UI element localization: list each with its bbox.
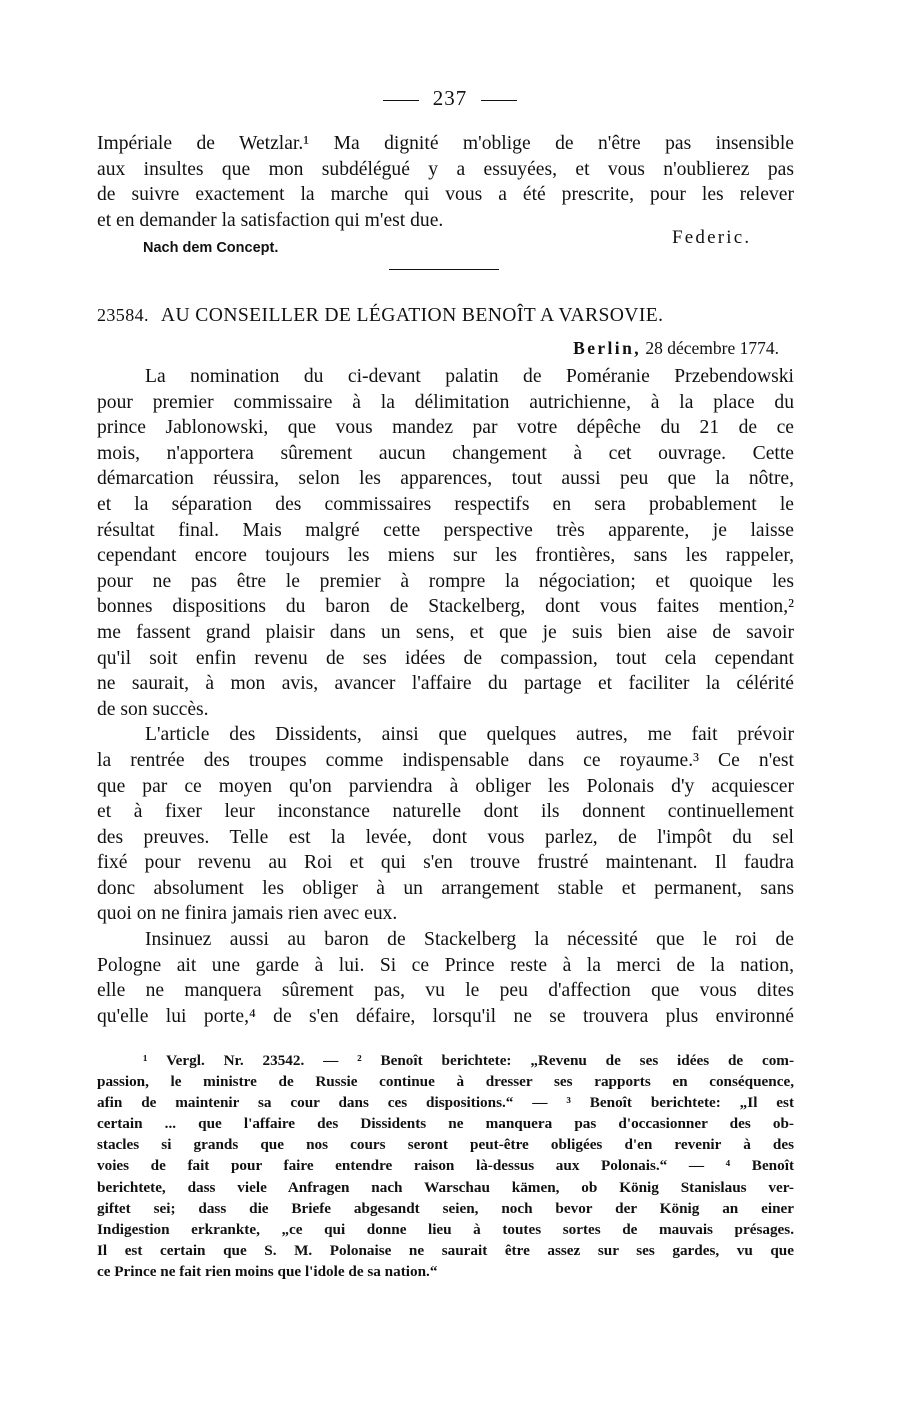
letter-number: 23584.: [97, 305, 149, 325]
text-line: elle ne manquera sûrement pas, vu le peu d'affection que vous dites: [97, 980, 794, 1002]
text-line: quoi on ne finira jamais rien avec eux.: [97, 903, 398, 925]
text-line: de suivre exactement la marche qui vous a été prescrite, pour les relever: [97, 184, 794, 206]
text-line: Impériale de Wetzlar.¹ Ma dignité m'oblige de n'être pas insensible: [97, 133, 794, 154]
text-line: que par ce moyen qu'on parviendra à obliger les Polonais d'y acquiescer: [97, 775, 794, 797]
text-line: qu'il soit enfin revenu de ses idées de compassion, tout cela cependant: [97, 647, 794, 669]
letter-date: 28 décembre 1774.: [645, 338, 779, 358]
text-line: donc absolument les obliger à un arrangement stable et permanent, sans: [97, 877, 794, 899]
footnote-line: passion, le ministre de Russie continue à dresser ses rapports en conséquence,: [97, 1073, 794, 1091]
footnote-line: certain ... que l'affaire des Dissidents ne manquera pas d'occasionner des ob-: [97, 1115, 794, 1133]
text-line: pour premier commissaire à la délimitation autrichienne, à la place du: [97, 391, 794, 413]
page-number-dash-right: [481, 100, 517, 101]
text-line: bonnes dispositions du baron de Stackelberg, dont vous faites mention,²: [97, 596, 794, 618]
text-line: pour ne pas être le premier à rompre la négociation; et quoique les: [97, 570, 794, 592]
text-line: mois, n'apportera sûrement aucun changement à cet ouvrage. Cette: [97, 442, 794, 464]
text-line: La nomination du ci-devant palatin de Poméranie Przebendowski: [145, 366, 794, 387]
letter-title: AU CONSEILLER DE LÉGATION BENOÎT A VARSOVIE.: [160, 305, 664, 326]
letter-heading: [97, 305, 794, 327]
text-line: et en demander la satisfaction qui m'est due.: [97, 209, 444, 231]
letter-body: [97, 364, 794, 1029]
footnote-line: giftet sei; dass die Briefe abgesandt seien, noch bevor der König an einer: [97, 1199, 794, 1217]
text-line: démarcation réussira, selon les apparences, tout aussi peu que la nôtre,: [97, 468, 794, 490]
page-number-dash-left: [383, 100, 419, 101]
footnote-line: Indigestion erkrankte, „ce qui donne lieu à toutes sortes de mauvais présages.: [97, 1220, 794, 1238]
text-line: Insinuez aussi au baron de Stackelberg la nécessité que le roi de: [145, 929, 794, 951]
text-line: me fassent grand plaisir dans un sens, et que je suis bien aise de savoir: [97, 621, 794, 643]
concept-note: Nach dem Concept.: [143, 240, 279, 256]
text-line: de son succès.: [97, 698, 209, 720]
footnote-line: ce Prince ne fait rien moins que l'idole de sa nation.“: [97, 1262, 438, 1280]
section-separator: [389, 269, 499, 270]
text-line: la rentrée des troupes comme indispensable dans ce royaume.³ Ce n'est: [97, 749, 794, 771]
page-number: [0, 86, 900, 111]
page-number-text: 237: [432, 86, 468, 110]
footnotes: [97, 1050, 794, 1282]
text-line: cependant encore toujours les miens sur les frontières, sans les rappeler,: [97, 545, 794, 567]
text-line: Pologne ait une garde à lui. Si ce Prince reste à la merci de la nation,: [97, 954, 794, 976]
text-line: et la séparation des commissaires respectifs en sera probablement le: [97, 493, 794, 515]
footnote-line: ¹ Vergl. Nr. 23542. — ² Benoît berichtete: „Revenu de ses idées de com-: [143, 1052, 794, 1069]
text-line: qu'elle lui porte,⁴ de s'en défaire, lorsqu'il ne se trouvera plus environné: [97, 1005, 794, 1027]
letter-place: Berlin,: [573, 338, 641, 358]
footnote-line: afin de maintenir sa cour dans ces dispositions.“ — ³ Benoît berichtete: „Il est: [97, 1094, 794, 1112]
letter-dateline: [573, 338, 779, 359]
text-line: fixé pour revenu au Roi et qui s'en trouve frustré maintenant. Il faudra: [97, 852, 794, 874]
text-line: prince Jablonowski, que vous mandez par votre dépêche du 21 de ce: [97, 417, 794, 439]
text-line: L'article des Dissidents, ainsi que quelques autres, me fait prévoir: [145, 724, 794, 746]
text-line: et à fixer leur inconstance naturelle dont ils donnent continuellement: [97, 801, 794, 823]
footnote-line: stacles si grands que nos cours seront peut-être obligées d'en revenir à des: [97, 1136, 794, 1154]
signature: Federic.: [672, 227, 752, 248]
text-line: ne saurait, à mon avis, avancer l'affaire du partage et faciliter la célérité: [97, 673, 794, 695]
previous-letter-ending: [97, 131, 794, 233]
text-line: aux insultes que mon subdélégué y a essuyées, et vous n'oublierez pas: [97, 158, 794, 180]
text-line: résultat final. Mais malgré cette perspective très apparente, je laisse: [97, 519, 794, 541]
text-line: des preuves. Telle est la levée, dont vous parlez, de l'impôt du sel: [97, 826, 794, 848]
footnote-line: berichtete, dass viele Anfragen nach Warschau kämen, ob König Stanislaus ver-: [97, 1178, 794, 1196]
footnote-line: voies de fait pour faire entendre raison là-dessus aux Polonais.“ — ⁴ Benoît: [97, 1157, 794, 1175]
footnote-line: Il est certain que S. M. Polonaise ne saurait être assez sur ses gardes, vu que: [97, 1241, 794, 1259]
